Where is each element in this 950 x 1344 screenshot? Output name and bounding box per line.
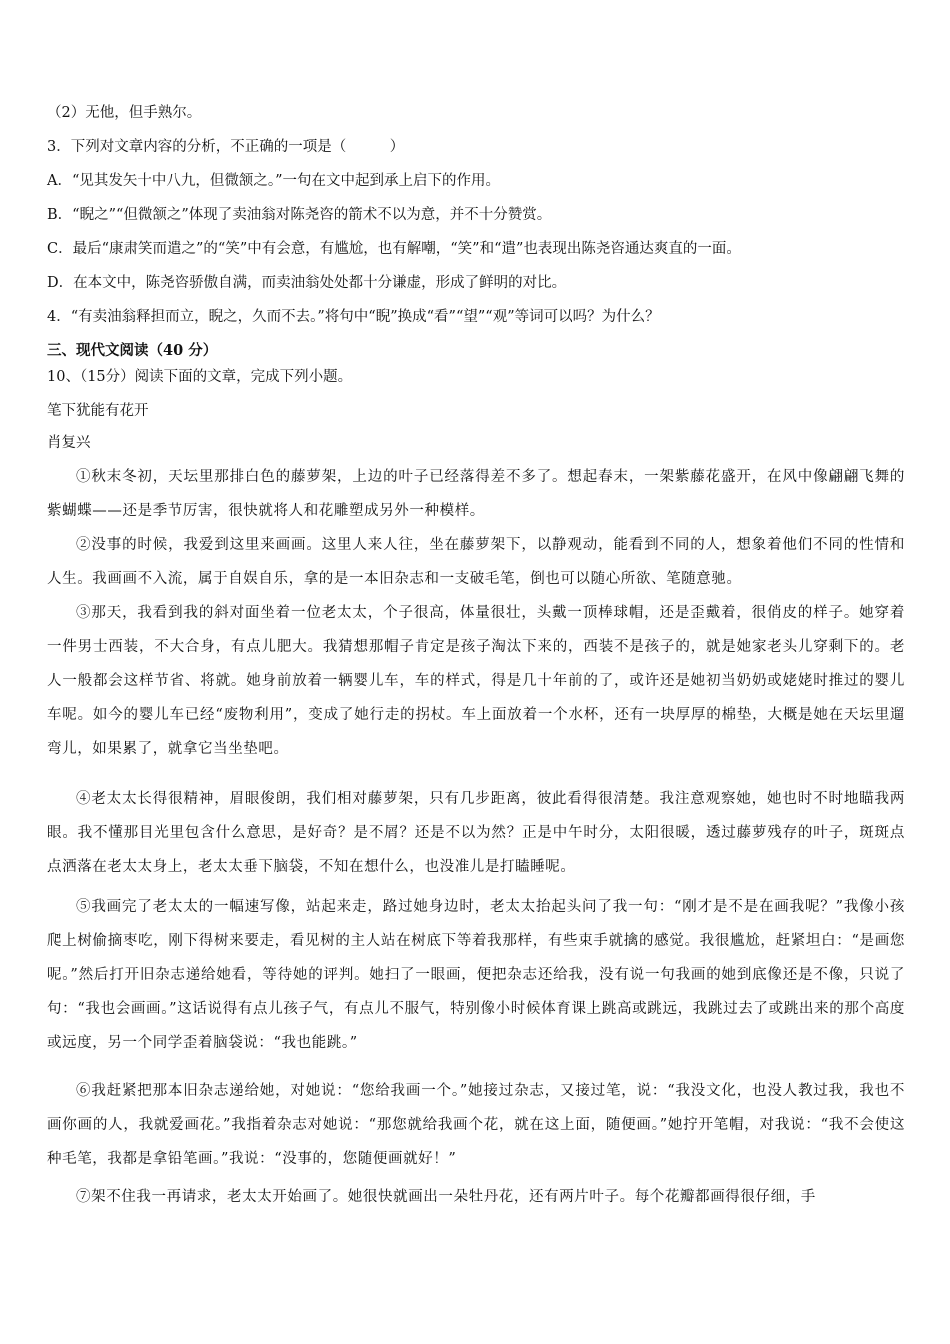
paragraph-3: ③那天，我看到我的斜对面坐着一位老太太，个子很高，体量很壮，头戴一顶棒球帽，还是歪戴着，很俏皮的样子。她穿着一件男士西装，不大合身，有点儿肥大。我猜想那帽子肯定是孩子淘汰下来的，西装不是孩子的，就是她家老头儿穿剩下的。老人一般都会这样节省、将就。她身前放着一辆婴儿车，车的样式，得是几十年前的了，或许还是她初当奶奶或姥姥时推过的婴儿车呢。如今的婴儿车已经“废物利用”，变成了她行走的拐杖。车上面放着一个水杯，还有一块厚厚的棉垫，大概是她在天坛里遛弯儿，如果累了，就拿它当坐垫吧。	[47, 605, 905, 757]
article-author: 肖复兴	[47, 435, 91, 451]
paragraph-1: ①秋末冬初，天坛里那排白色的藤萝架，上边的叶子已经落得差不多了。想起春末，一架紫藤花盛开，在风中像翩翩飞舞的紫蝴蝶——还是季节厉害，很快就将人和花雕塑成另外一种模样。	[47, 469, 905, 519]
paragraph-7: ⑦架不住我一再请求，老太太开始画了。她很快就画出一朵牡丹花，还有两片叶子。每个花瓣都画得很仔细，手	[76, 1189, 816, 1205]
q2-answer: （2）无他，但手熟尔。	[47, 105, 202, 121]
q3-option-c: C．最后“康肃笑而遣之”的“笑”中有会意，有尴尬，也有解嘲，“笑”和“遣”也表现出陈尧咨通达爽直的一面。	[47, 241, 741, 257]
paragraph-5: ⑤我画完了老太太的一幅速写像，站起来走，路过她身边时，老太太抬起头问了我一句：“刚才是不是在画我呢？”我像小孩爬上树偷摘枣吃，刚下得树来要走，看见树的主人站在树底下等着我那样，有些束手就擒的感觉。我很尴尬，赶紧坦白：“是画您呢。”然后打开旧杂志递给她看，等待她的评判。她扫了一眼画，便把杂志还给我，没有说一句我画的她到底像还是不像，只说了句：“我也会画画。”这话说得有点儿孩子气，有点儿不服气，特别像小时候体育课上跳高或跳远，我跳过去了或跳出来的那个高度或远度，另一个同学歪着脑袋说：“我也能跳。”	[47, 899, 905, 1051]
paragraph-6: ⑥我赶紧把那本旧杂志递给她，对她说：“您给我画一个。”她接过杂志，又接过笔，说：“我没文化，也没人教过我，我也不画你画的人，我就爱画花。”我指着杂志对她说：“那您就给我画个花，就在这上面，随便画。”她拧开笔帽，对我说：“我不会使这种毛笔，我都是拿铅笔画。”我说：“没事的，您随便画就好！”	[47, 1083, 905, 1167]
q3-option-d: D．在本文中，陈尧咨骄傲自满，而卖油翁处处都十分谦虚，形成了鲜明的对比。	[47, 275, 567, 291]
q3-option-a: A．“见其发矢十中八九，但微颔之。”一句在文中起到承上启下的作用。	[47, 173, 501, 189]
q3-stem: 3．下列对文章内容的分析，不正确的一项是（ ）	[47, 139, 405, 155]
section-heading: 三、现代文阅读（40 分）	[47, 342, 218, 359]
q3-option-b: B．“睨之”“但微颔之”体现了卖油翁对陈尧咨的箭术不以为意，并不十分赞赏。	[47, 207, 552, 223]
article-title: 笔下犹能有花开	[47, 403, 149, 419]
paragraph-2: ②没事的时候，我爱到这里来画画。这里人来人往，坐在藤萝架下，以静观动，能看到不同的人，想象着他们不同的性情和人生。我画画不入流，属于自娱自乐，拿的是一本旧杂志和一支破毛笔，倒也可以随心所欲、笔随意驰。	[47, 537, 905, 587]
q4-question: 4．“有卖油翁释担而立，睨之，久而不去。”将句中“睨”换成“看”“望”“观”等词可以吗？为什么？	[47, 309, 660, 325]
q10-intro: 10、（15分）阅读下面的文章，完成下列小题。	[47, 369, 353, 385]
paragraph-4: ④老太太长得很精神，眉眼俊朗，我们相对藤萝架，只有几步距离，彼此看得很清楚。我注意观察她，她也时不时地瞄我两眼。我不懂那目光里包含什么意思，是好奇？是不屑？还是不以为然？正是中午时分，太阳很暖，透过藤萝残存的叶子，斑斑点点洒落在老太太身上，老太太垂下脑袋，不知在想什么，也没准儿是打瞌睡呢。	[47, 791, 905, 875]
